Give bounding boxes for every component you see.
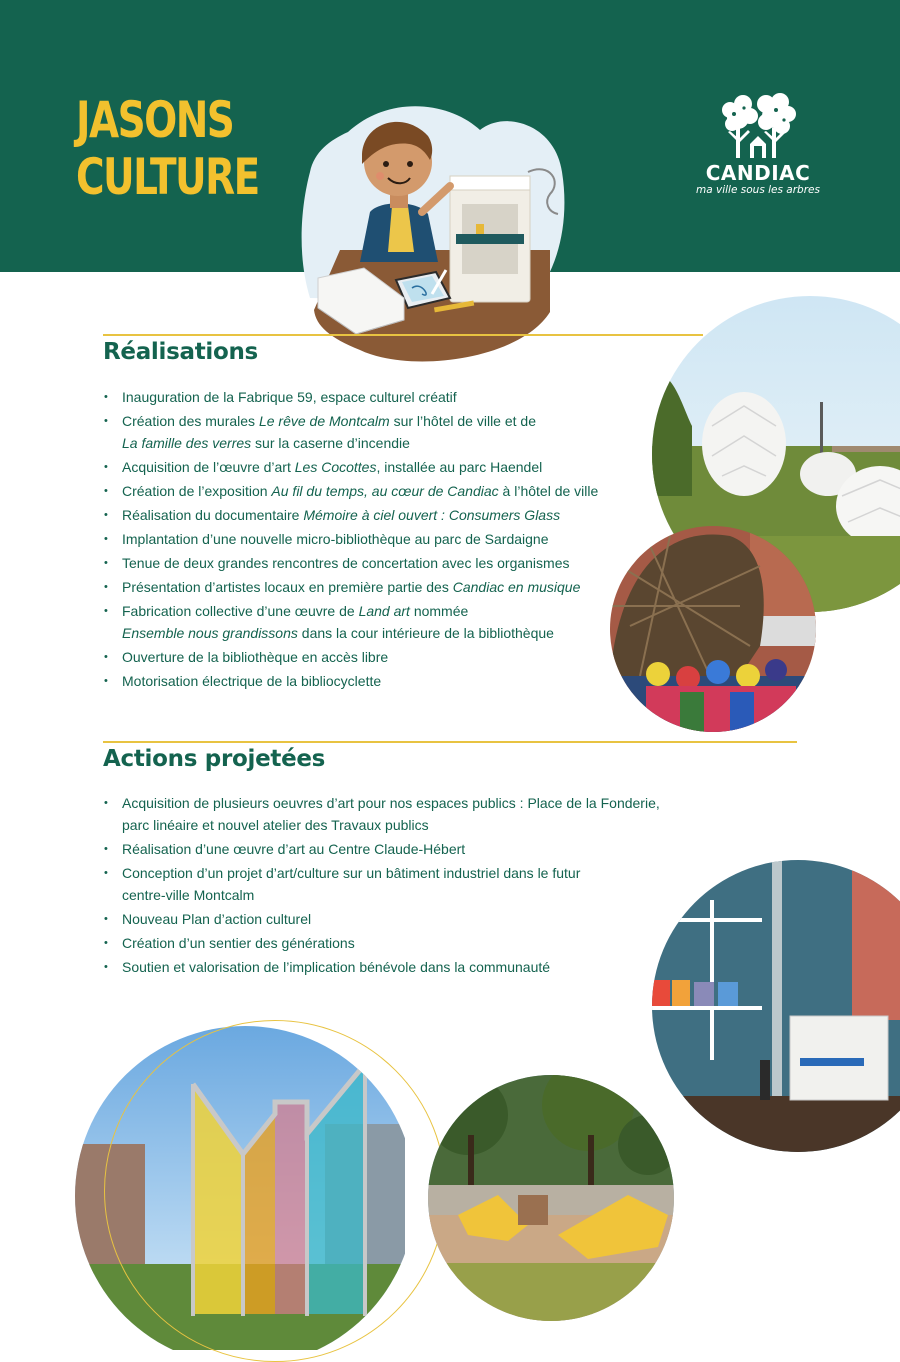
list-item-text: Soutien et valorisation de l’implication bénévole dans la communauté bbox=[122, 959, 551, 975]
list-item-text: Conception d’un projet d’art/culture sur un bâtiment industriel dans le futur bbox=[122, 865, 581, 881]
list-item-text: Acquisition de l’œuvre d’art bbox=[122, 459, 295, 475]
list-item-text: Nouveau Plan d’action culturel bbox=[122, 911, 312, 927]
logo-wordmark: CANDIAC bbox=[705, 161, 811, 185]
list-item-text: Ensemble nous grandissons bbox=[122, 625, 298, 641]
list-item bbox=[103, 956, 660, 978]
list-item bbox=[103, 410, 598, 454]
list-item-text: , installée au parc Haendel bbox=[376, 459, 543, 475]
list-item bbox=[103, 838, 660, 860]
list-item-text: Au fil du temps, au cœur de Candiac bbox=[271, 483, 499, 499]
list-item-text: nommée bbox=[409, 603, 469, 619]
title-line-1: JASONS bbox=[76, 91, 234, 149]
logo-tagline: ma ville sous les arbres bbox=[696, 184, 820, 196]
candiac-logo bbox=[686, 90, 830, 197]
list-item-text: Candiac en musique bbox=[452, 579, 581, 595]
decorative-yellow-ring bbox=[104, 1020, 446, 1362]
list-item-text: Fabrication collective d’une œuvre de bbox=[122, 603, 359, 619]
list-item-text: Création d’un sentier des générations bbox=[122, 935, 355, 951]
list-item-text: Les Cocottes bbox=[294, 459, 377, 475]
list-item-text: La famille des verres bbox=[122, 435, 252, 451]
list-item bbox=[103, 386, 598, 408]
list-item bbox=[103, 908, 660, 930]
list-item bbox=[103, 862, 660, 906]
list-item-text: Implantation d’une nouvelle micro-bibliothèque au parc de Sardaigne bbox=[122, 531, 549, 547]
list-item-text: Réalisation du documentaire bbox=[122, 507, 304, 523]
section-title-actions: Actions projetées bbox=[103, 746, 326, 772]
list-item bbox=[103, 646, 598, 668]
list-item bbox=[103, 552, 598, 574]
list-item bbox=[103, 576, 598, 598]
list-item bbox=[103, 932, 660, 954]
list-item bbox=[103, 670, 598, 692]
list-item-text: parc linéaire et nouvel atelier des Travaux publics bbox=[122, 817, 429, 833]
list-item bbox=[103, 504, 598, 526]
list-item-text: Réalisation d’une œuvre d’art au Centre Claude-Hébert bbox=[122, 841, 466, 857]
list-item-text: Motorisation électrique de la bibliocyclette bbox=[122, 673, 382, 689]
list-item-text: Création de l’exposition bbox=[122, 483, 272, 499]
list-item-text: dans la cour intérieure de la bibliothèque bbox=[297, 625, 554, 641]
list-item-text: sur la caserne d’incendie bbox=[251, 435, 410, 451]
park-bench-rendering-photo bbox=[428, 1075, 674, 1321]
list-item bbox=[103, 792, 660, 836]
list-item bbox=[103, 528, 598, 550]
actions-list bbox=[103, 792, 660, 980]
list-item-text: sur l’hôtel de ville et de bbox=[389, 413, 536, 429]
section-title-realisations: Réalisations bbox=[103, 339, 258, 365]
section-divider-actions bbox=[103, 741, 797, 743]
list-item-text: Inauguration de la Fabrique 59, espace culturel créatif bbox=[122, 389, 457, 405]
list-item bbox=[103, 456, 598, 478]
child-3d-printer-illustration bbox=[300, 102, 570, 364]
title-line-2: CULTURE bbox=[76, 148, 259, 206]
list-item-text: Le rêve de Montcalm bbox=[258, 413, 390, 429]
list-item-text: Création des murales bbox=[122, 413, 259, 429]
list-item bbox=[103, 480, 598, 502]
list-item-text: centre-ville Montcalm bbox=[122, 887, 255, 903]
page-title bbox=[76, 92, 259, 206]
fab-lab-3d-printer-photo bbox=[652, 860, 900, 1152]
land-art-children-photo bbox=[610, 526, 816, 732]
list-item bbox=[103, 600, 598, 644]
list-item-text: à l’hôtel de ville bbox=[498, 483, 599, 499]
list-item-text: Présentation d’artistes locaux en première partie des bbox=[122, 579, 453, 595]
list-item-text: Mémoire à ciel ouvert : Consumers Glass bbox=[303, 507, 561, 523]
list-item-text: Ouverture de la bibliothèque en accès libre bbox=[122, 649, 389, 665]
realisations-list bbox=[103, 386, 598, 694]
list-item-text: Acquisition de plusieurs oeuvres d’art pour nos espaces publics : Place de la Fonderie, bbox=[122, 795, 660, 811]
trees-logo-icon bbox=[716, 90, 800, 160]
section-divider-realisations bbox=[103, 334, 703, 336]
list-item-text: Land art bbox=[358, 603, 410, 619]
list-item-text: Tenue de deux grandes rencontres de concertation avec les organismes bbox=[122, 555, 570, 571]
